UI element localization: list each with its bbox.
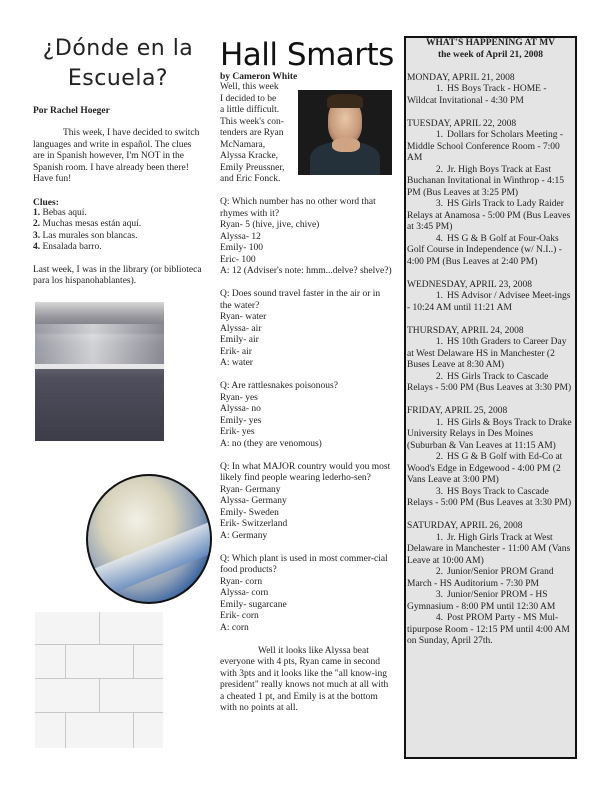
portrait-hair — [327, 94, 363, 108]
clue-number: 2. — [33, 219, 41, 229]
hall-smarts-closing — [220, 646, 392, 715]
clue-photo-drinking-fountain — [35, 302, 164, 441]
wall-joint — [65, 712, 66, 748]
clue-number: 4. — [33, 242, 41, 252]
author-portrait-photo — [298, 90, 392, 175]
calendar-event — [407, 452, 573, 487]
correct-answer: A: no (they are venomous) — [220, 438, 322, 449]
intro-line: tenders are Ryan — [220, 128, 284, 138]
donde-title — [33, 34, 203, 94]
clues-list — [33, 208, 203, 254]
last-week-note: Last week, I was in the library (or biblioteca para los hispanohablantes). — [33, 264, 202, 286]
question-block — [220, 462, 392, 543]
question-block — [220, 381, 392, 450]
event-text: HS 10th Graders to Career Day at West Delaware HS in Manchester (2 Buses Leave at 8:30 AM) — [407, 337, 567, 370]
answer-line: Ryan- water — [220, 312, 267, 322]
calendar-day — [407, 521, 573, 648]
calendar-event — [407, 84, 573, 107]
answer-line: Alyssa- Germany — [220, 496, 287, 506]
question-text: Q: Which plant is used in most commer-cial food products? — [220, 553, 388, 575]
photo-band — [86, 515, 212, 604]
answer-line: Alyssa- corn — [220, 588, 269, 598]
calendar-day — [407, 119, 573, 269]
middle-column — [220, 38, 392, 715]
calendar-event — [407, 590, 573, 613]
clue-number: 3. — [33, 230, 41, 241]
correct-answer: A: water — [220, 358, 253, 368]
question-text: Q: Are rattlesnakes poisonous? — [220, 381, 338, 391]
portrait-hands — [332, 138, 360, 152]
event-text: HS Boys Track to Cascade Relays - 5:00 PM (Bus Leaves at 3:30 PM) — [407, 486, 572, 508]
answer-line: Emily- sugarcane — [220, 599, 287, 610]
event-number: 2. — [435, 371, 443, 382]
event-text: Post PROM Party - MS Mul-tipurpose Room - 12:15 PM until 4:00 AM on Sunday, April 27th. — [407, 613, 570, 646]
photo-shelf — [35, 364, 164, 369]
answer-line: Emily- Sweden — [220, 507, 279, 518]
clue-text: Ensalada barro. — [42, 242, 102, 252]
calendar-event — [407, 372, 573, 395]
calendar-day-label: FRIDAY, APRIL 25, 2008 — [407, 406, 508, 416]
clue-photo-oval-closeup — [86, 474, 212, 604]
answer-line: Erik- air — [220, 346, 252, 357]
question-block — [220, 197, 392, 278]
calendar-event — [407, 567, 573, 590]
question-text: Q: In what MAJOR country would you most likely find people wearing lederho-sen? — [220, 461, 391, 483]
intro-line: I decided to be — [220, 93, 277, 104]
event-number: 1. — [435, 337, 443, 347]
event-number: 2. — [435, 567, 443, 577]
question-text: Q: Which number has no other word that rhymes with it? — [220, 197, 376, 219]
donde-title-line1: ¿Dónde en la — [42, 36, 194, 61]
left-column — [33, 34, 203, 288]
calendar-event — [407, 418, 573, 453]
calendar-event — [407, 487, 573, 510]
calendar-day-label: MONDAY, APRIL 21, 2008 — [407, 72, 515, 83]
clue-text: Bebas aquí. — [42, 207, 87, 218]
intro-line: a little difficult. — [220, 105, 280, 115]
event-text: HS Girls Track to Cascade Relays - 5:00 PM (Bus Leaves at 3:30 PM) — [407, 371, 572, 393]
calendar-event — [407, 165, 573, 200]
wall-joint — [99, 678, 100, 712]
calendar-day — [407, 326, 573, 395]
event-text: HS Girls & Boys Track to Drake University Relays in Des Moines (Suburban & Van Leaves at 11:15 AM) — [407, 417, 572, 451]
intro-line: and Eric Fonck. — [220, 174, 281, 184]
calendar-body — [406, 73, 575, 648]
event-number: 1. — [435, 130, 443, 140]
answer-line: Erik- yes — [220, 427, 255, 437]
event-number: 3. — [435, 199, 443, 209]
calendar-day — [407, 406, 573, 510]
hall-smarts-intro — [220, 82, 300, 186]
hall-smarts-title: Hall Smarts — [220, 37, 394, 73]
closing-text: Well it looks like Alyssa beat everyone with 4 pts, Ryan came in second with 3pts and it looks like the "all know-ing president" really knows not much at all with a cheated 1 pt, and Emily is at the bottom with no points at all. — [220, 645, 389, 713]
intro-line: Well, this week — [220, 82, 279, 92]
event-text: Junior/Senior PROM - HS Gymnasium - 8:00 PM until 12:30 AM — [407, 590, 556, 612]
calendar-heading-line2: the week of April 21, 2008 — [437, 49, 544, 60]
event-text: Jr. High Boys Track at East Buchanan Invitational in Winthrop - 4:15 PM (Bus Leaves at 3:25 PM) — [407, 164, 564, 198]
answer-line: Emily- air — [220, 335, 259, 345]
wall-mortar-line — [35, 644, 163, 645]
intro-line: McNamara, — [220, 139, 266, 150]
question-block — [220, 289, 392, 370]
clue-photo-white-wall — [35, 612, 163, 748]
calendar-event — [407, 199, 573, 234]
calendar-event — [407, 291, 573, 314]
clues-heading: Clues: — [33, 197, 59, 208]
question-text: Q: Does sound travel faster in the air or in the water? — [220, 289, 381, 311]
answer-line: Ryan- corn — [220, 576, 263, 587]
event-number: 2. — [435, 452, 443, 462]
event-number: 1. — [435, 417, 443, 428]
calendar-event — [407, 234, 573, 269]
calendar-day — [407, 280, 573, 315]
intro-line: This week's con- — [220, 116, 284, 127]
event-number: 1. — [435, 532, 443, 543]
answer-line: Erik- corn — [220, 611, 259, 621]
calendar-day-label: SATURDAY, APRIL 26, 2008 — [407, 521, 523, 531]
wall-joint — [133, 644, 134, 678]
event-text: HS Advisor / Advisee Meet-ings - 10:24 AM until 11:21 AM — [407, 291, 571, 313]
intro-line: Emily Preussner, — [220, 162, 285, 173]
calendar-event — [407, 337, 573, 372]
calendar-event — [407, 130, 573, 165]
event-text: Junior/Senior PROM Grand March - HS Auditorium - 7:30 PM — [407, 567, 554, 589]
event-text: HS G & B Golf with Ed-Co at Wood's Edge in Edgewood - 4:00 PM (2 Vans Leave at 3:00 PM) — [407, 452, 563, 485]
event-number: 3. — [435, 590, 443, 600]
event-text: HS G & B Golf at Four-Oaks Golf Course in Independence (w/ N.I..) - 4:00 PM (Bus Leaves at 2:40 PM) — [407, 233, 562, 267]
calendar-day-label: TUESDAY, APRIL 22, 2008 — [407, 118, 517, 129]
donde-intro — [33, 128, 203, 186]
clue-item — [33, 219, 203, 231]
donde-title-line2: Escuela? — [67, 66, 169, 91]
hall-smarts-byline: by Cameron White — [220, 72, 298, 82]
event-number: 3. — [435, 486, 443, 497]
event-number: 4. — [435, 613, 443, 623]
calendar-day-label: WEDNESDAY, APRIL 23, 2008 — [407, 279, 533, 290]
calendar-event — [407, 533, 573, 568]
calendar-day-label: THURSDAY, APRIL 24, 2008 — [407, 325, 524, 336]
answer-line: Alyssa- 12 — [220, 231, 261, 242]
correct-answer: A: 12 (Adviser's note: hmm...delve? shelve?) — [220, 266, 392, 276]
event-text: HS Boys Track - HOME - Wildcat Invitational - 4:30 PM — [407, 84, 547, 106]
intro-line: Alyssa Kracke, — [220, 151, 279, 161]
clue-item — [33, 242, 203, 254]
answer-line: Ryan- 5 (hive, jive, chive) — [220, 220, 320, 230]
event-text: Dollars for Scholars Meeting - Middle School Conference Room - 7:00 AM — [407, 130, 564, 163]
answer-line: Ryan- Germany — [220, 484, 281, 495]
event-number: 1. — [435, 84, 443, 94]
answer-line: Eric- 100 — [220, 254, 256, 265]
calendar-heading — [406, 38, 575, 61]
wall-mortar-line — [35, 712, 163, 713]
wall-joint — [133, 712, 134, 748]
wall-joint — [99, 612, 100, 644]
clue-item — [33, 231, 203, 243]
clue-item — [33, 208, 203, 220]
wall-joint — [65, 644, 66, 678]
clue-text: Muchas mesas están aquí. — [42, 219, 142, 229]
event-number: 2. — [435, 164, 443, 175]
event-text: Jr. High Girls Track at West Delaware in Manchester - 11:00 AM (Vans Leave at 10:00 AM) — [407, 532, 571, 566]
answer-line: Emily- yes — [220, 415, 262, 426]
question-block — [220, 554, 392, 635]
answer-line: Erik- Switzerland — [220, 519, 288, 529]
event-number: 4. — [435, 233, 443, 244]
answer-line: Ryan- yes — [220, 392, 258, 403]
donde-intro-text: This week, I have decided to switch languages and write in español. The clues are in Spanish however, I'm NOT in the Spanish room. I have already been there! Have fun! — [33, 128, 200, 184]
clue-text: Las murales son blancas. — [42, 230, 138, 241]
answer-line: Alyssa- no — [220, 404, 261, 414]
answer-line: Emily- 100 — [220, 243, 264, 253]
whats-happening-box — [404, 36, 577, 759]
donde-byline: Por Rachel Hoeger — [33, 106, 110, 116]
correct-answer: A: Germany — [220, 530, 268, 541]
event-number: 1. — [435, 291, 443, 301]
calendar-event — [407, 613, 573, 648]
event-text: HS Girls Track to Lady Raider Relays at Anamosa - 5:00 PM (Bus Leaves at 3:45 PM) — [407, 199, 571, 232]
calendar-heading-line1: WHAT'S HAPPENING AT MV — [425, 38, 556, 48]
clue-number: 1. — [33, 207, 41, 218]
correct-answer: A: corn — [220, 622, 249, 633]
photo-glare — [35, 324, 164, 364]
calendar-day — [407, 73, 573, 108]
answer-line: Alyssa- air — [220, 323, 262, 334]
